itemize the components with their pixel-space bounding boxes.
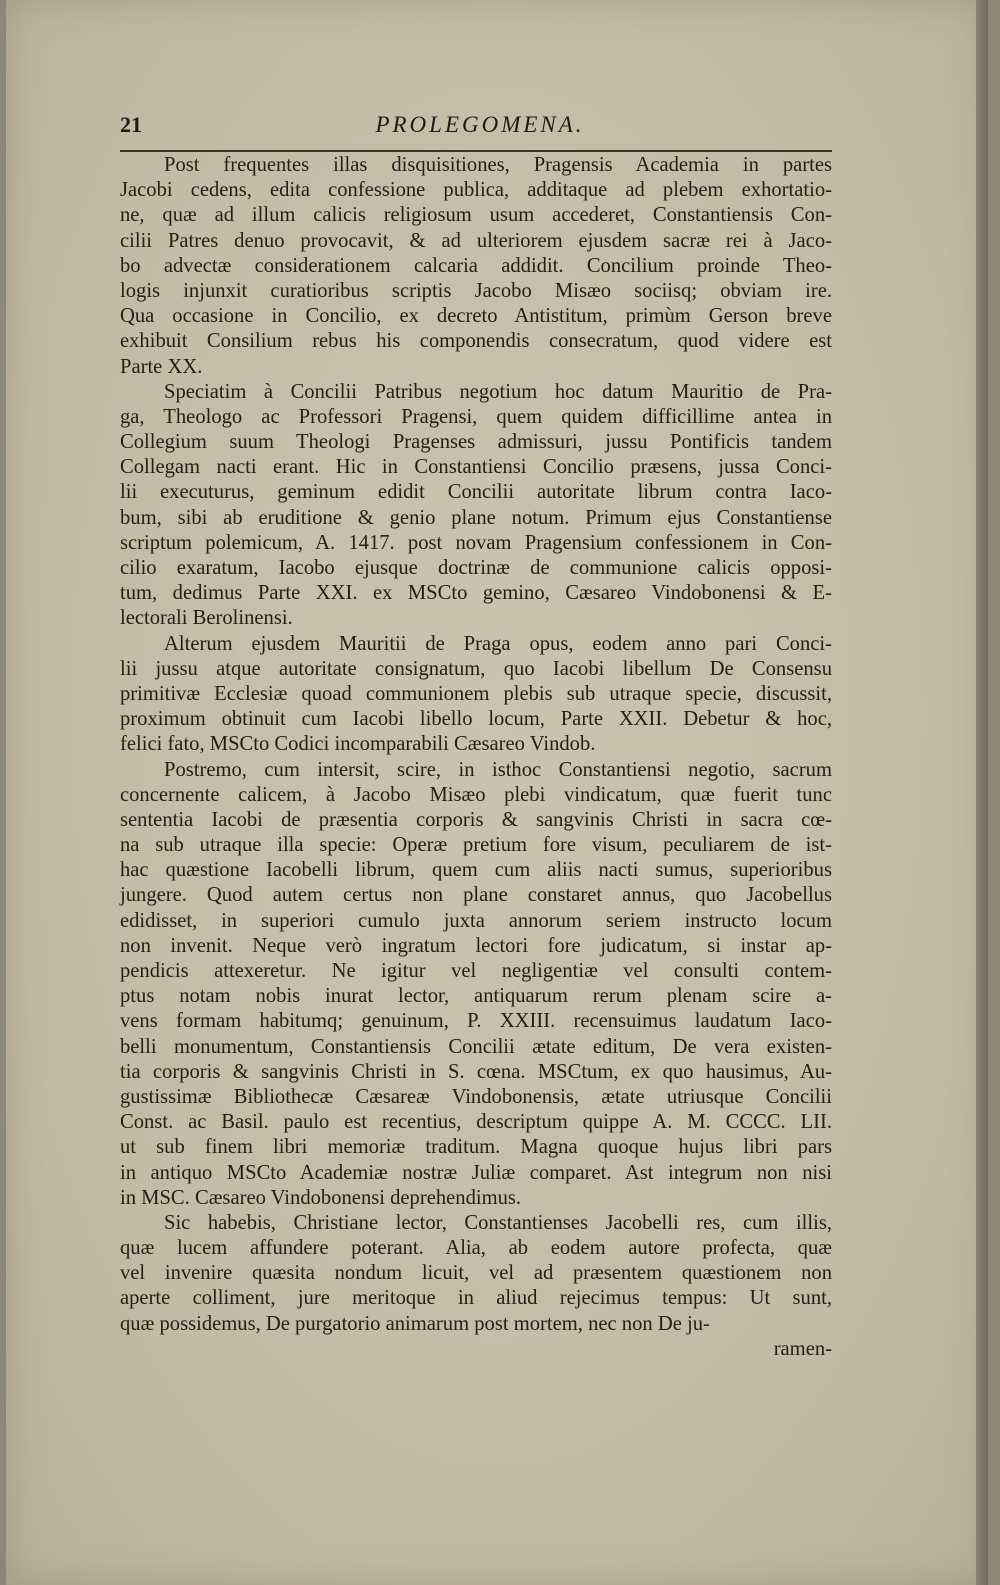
text-line: lii executurus, geminum edidit Concilii autoritate librum contra Iaco- — [120, 481, 832, 504]
text-line: felici fato, MSCto Codici incomparabili Cæsareo Vindob. — [120, 733, 596, 756]
text-line: Alterum ejusdem Mauritii de Praga opus, eodem anno pari Conci- — [164, 632, 832, 655]
text-line: bum, sibi ab eruditione & genio plane notum. Primum ejus Constantiense — [120, 506, 832, 529]
text-line: ptus notam nobis inurat lector, antiquarum rerum plenam scire a- — [120, 985, 832, 1008]
text-line: Jacobi cedens, edita confessione publica, additaque ad plebem exhortatio- — [120, 179, 832, 202]
text-line: edidisset, in superiori cumulo juxta annorum seriem instructo locum — [120, 909, 832, 932]
text-line: tia corporis & sangvinis Christi in S. cœna. MSCtum, ex quo hausimus, Au- — [120, 1060, 832, 1083]
text-line: cilii Patres denuo provocavit, & ad ulteriorem ejusdem sacræ rei à Jaco- — [120, 229, 832, 252]
text-line: Collegium suum Theologi Pragenses admissuri, jussu Pontificis tandem — [120, 431, 832, 454]
text-line: logis injunxit curatioribus scriptis Jacobo Misæo sociisq; obviam ire. — [120, 279, 832, 302]
text-line: ga, Theologo ac Professori Pragensi, quem quidem difficillime antea in — [120, 405, 832, 428]
text-line: exhibuit Consilium rebus his componendis consecratum, quod videre est — [120, 330, 832, 353]
text-line: Qua occasione in Concilio, ex decreto Antistitum, primùm Gerson breve — [120, 305, 832, 328]
text-line: Collegam nacti erant. Hic in Constantiensi Concilio præsens, jussa Conci- — [120, 456, 832, 479]
text-line: Parte XX. — [120, 355, 203, 378]
text-line: vel invenire quæsita nondum licuit, vel ad præsentem quæstionem non — [120, 1262, 832, 1285]
text-line: scriptum polemicum, A. 1417. post novam Pragensium confessionem in Con- — [120, 531, 832, 554]
text-line: primitivæ Ecclesiæ quoad communionem plebis sub utraque specie, discussit, — [120, 682, 832, 705]
text-line: Postremo, cum intersit, scire, in isthoc Constantiensi negotio, sacrum — [164, 758, 832, 781]
text-line: Sic habebis, Christiane lector, Constantienses Jacobelli res, cum illis, — [164, 1211, 832, 1234]
text-line: in MSC. Cæsareo Vindobonensi deprehendimus. — [120, 1186, 522, 1209]
text-line: lii jussu atque autoritate consignatum, quo Iacobi libellum De Consensu — [120, 657, 832, 680]
body-text — [120, 153, 832, 1362]
running-title: PROLEGOMENA. — [375, 112, 585, 137]
text-line: in antiquo MSCto Academiæ nostræ Juliæ comparet. Ast integrum non nisi — [120, 1161, 832, 1184]
book-page — [6, 0, 988, 1585]
page-header — [120, 112, 840, 148]
text-line: gustissimæ Bibliothecæ Cæsareæ Vindobonensis, ætate utriusque Concilii — [120, 1085, 832, 1108]
text-line: belli monumentum, Constantiensis Concilii ætate editum, De vera existen- — [120, 1035, 832, 1058]
text-line: cilio exaratum, Iacobo ejusque doctrinæ de communione calicis opposi- — [120, 557, 832, 579]
text-line: Speciatim à Concilii Patribus negotium hoc datum Mauritio de Pra- — [164, 380, 832, 403]
text-line: tum, dedimus Parte XXI. ex MSCto gemino, Cæsareo Vindobonensi & E- — [120, 582, 832, 605]
text-line: ut sub finem libri memoriæ traditum. Magna quoque hujus libri pars — [120, 1136, 832, 1159]
text-line: jungere. Quod autem certus non plane constaret annus, quo Jacobellus — [120, 884, 832, 907]
header-rule — [120, 150, 832, 152]
page-edge-shadow — [976, 0, 988, 1585]
text-line: proximum obtinuit cum Iacobi libello locum, Parte XXII. Debetur & hoc, — [120, 708, 832, 731]
text-line: concernente calicem, à Jacobo Misæo plebi vindicatum, quæ fuerit tunc — [120, 783, 832, 806]
text-line: pendicis attexeretur. Ne igitur vel negligentiæ vel consulti contem- — [120, 960, 832, 982]
text-line: aperte colliment, jure meritoque in aliud rejecimus tempus: Ut sunt, — [120, 1287, 832, 1310]
text-line: quæ lucem affundere poterant. Alia, ab eodem autore profecta, quæ — [120, 1237, 832, 1260]
text-line: Const. ac Basil. paulo est recentius, descriptum quippe A. M. CCCC. LII. — [120, 1111, 832, 1134]
text-line: quæ possidemus, De purgatorio animarum post mortem, nec non De ju- — [120, 1312, 710, 1335]
page-number: 21 — [120, 112, 142, 137]
text-line: sententia Iacobi de præsentia corporis & sangvinis Christi in sacra cœ- — [120, 808, 832, 831]
text-line: hac quæstione Iacobelli librum, quem cum aliis nacti sumus, superioribus — [120, 859, 832, 882]
text-line: lectorali Berolinensi. — [120, 607, 293, 630]
text-line: Post frequentes illas disquisitiones, Pragensis Academia in partes — [164, 154, 832, 176]
text-line: na sub utraque illa specie: Operæ pretium fore visum, peculiarem de ist- — [120, 834, 832, 857]
catchword: ramen- — [773, 1337, 832, 1360]
text-line: vens formam habitumq; genuinum, P. XXIII. recensuimus laudatum Iaco- — [120, 1010, 832, 1033]
text-line: bo advectæ considerationem calcaria addidit. Concilium proinde Theo- — [120, 254, 832, 277]
text-line: non invenit. Neque verò ingratum lectori fore judicatum, si instar ap- — [120, 934, 832, 957]
text-line: ne, quæ ad illum calicis religiosum usum accederet, Constantiensis Con- — [120, 204, 832, 227]
